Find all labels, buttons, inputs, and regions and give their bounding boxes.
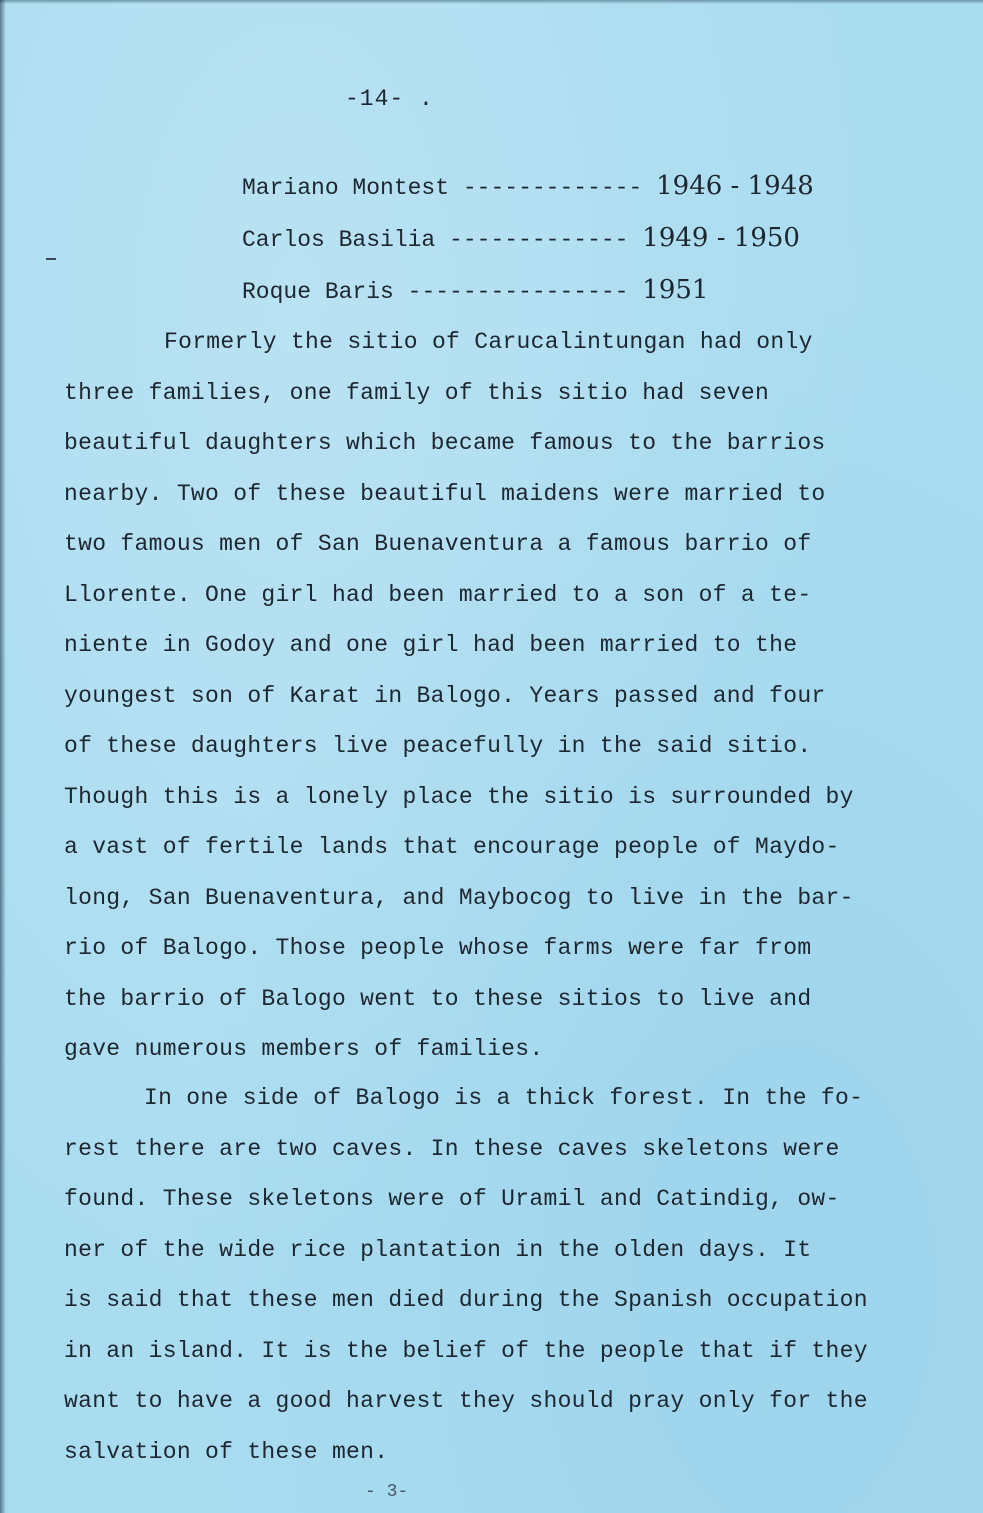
paragraph-sitio-history [64,322,954,1080]
text-line: long, San Buenaventura, and Maybocog to live in the bar- [64,884,854,911]
text-line: salvation of these men. [64,1438,389,1465]
official-row [242,270,814,322]
stray-ink-mark [46,258,56,260]
official-term: 1951 [642,275,709,305]
official-term: 1946 - 1948 [656,171,814,201]
text-line: In one side of Balogo is a thick forest. In the fo- [144,1085,864,1111]
text-line: rio of Balogo. Those people whose farms were far from [64,935,812,961]
text-line: youngest son of Karat in Balogo. Years passed and four [64,682,826,709]
text-line: ner of the wide rice plantation in the olden days. It [64,1236,812,1263]
text-line: found. These skeletons were of Uramil and Catindig, ow- [64,1186,840,1212]
text-line: niente in Godoy and one girl had been married to the [64,632,798,658]
text-line: the barrio of Balogo went to these sitios to live and [64,985,812,1012]
text-line: a vast of fertile lands that encourage people of Maydo- [64,834,840,860]
leader-dashes: ---------------- [407,279,629,305]
text-line: two famous men of San Buenaventura a famous barrio of [64,531,812,557]
leader-dashes: ------------- [449,227,629,253]
text-line: Llorente. One girl had been married to a son of a te- [64,581,812,608]
text-line: beautiful daughters which became famous to the barrios [64,430,826,456]
text-line: gave numerous members of families. [64,1036,544,1062]
paragraph-balogo-forest [64,1078,954,1482]
text-line: three families, one family of this sitio had seven [64,379,770,406]
officials-list [242,166,814,322]
text-line: want to have a good harvest they should pray only for the [64,1388,868,1414]
page-number: -14- . [345,86,434,112]
text-line: is said that these men died during the Spanish occupation [64,1287,868,1313]
text-line: nearby. Two of these beautiful maidens were married to [64,480,826,507]
official-name: Mariano Montest [242,175,450,201]
text-line: Formerly the sitio of Carucalintungan had only [164,329,813,355]
text-line: in an island. It is the belief of the people that if they [64,1337,868,1364]
official-name: Carlos Basilia [242,227,436,253]
official-row [242,218,814,270]
text-line: Though this is a lonely place the sitio is surrounded by [64,783,854,810]
footer-page-mark: - 3- [365,1482,409,1502]
page-top-shadow [0,0,983,4]
text-line: of these daughters live peacefully in the said sitio. [64,733,812,759]
official-name: Roque Baris [242,279,394,305]
text-line: rest there are two caves. In these caves skeletons were [64,1135,840,1162]
official-term: 1949 - 1950 [642,223,800,253]
page-edge-shadow [0,0,6,1513]
leader-dashes: ------------- [462,175,643,201]
official-row [242,166,814,218]
